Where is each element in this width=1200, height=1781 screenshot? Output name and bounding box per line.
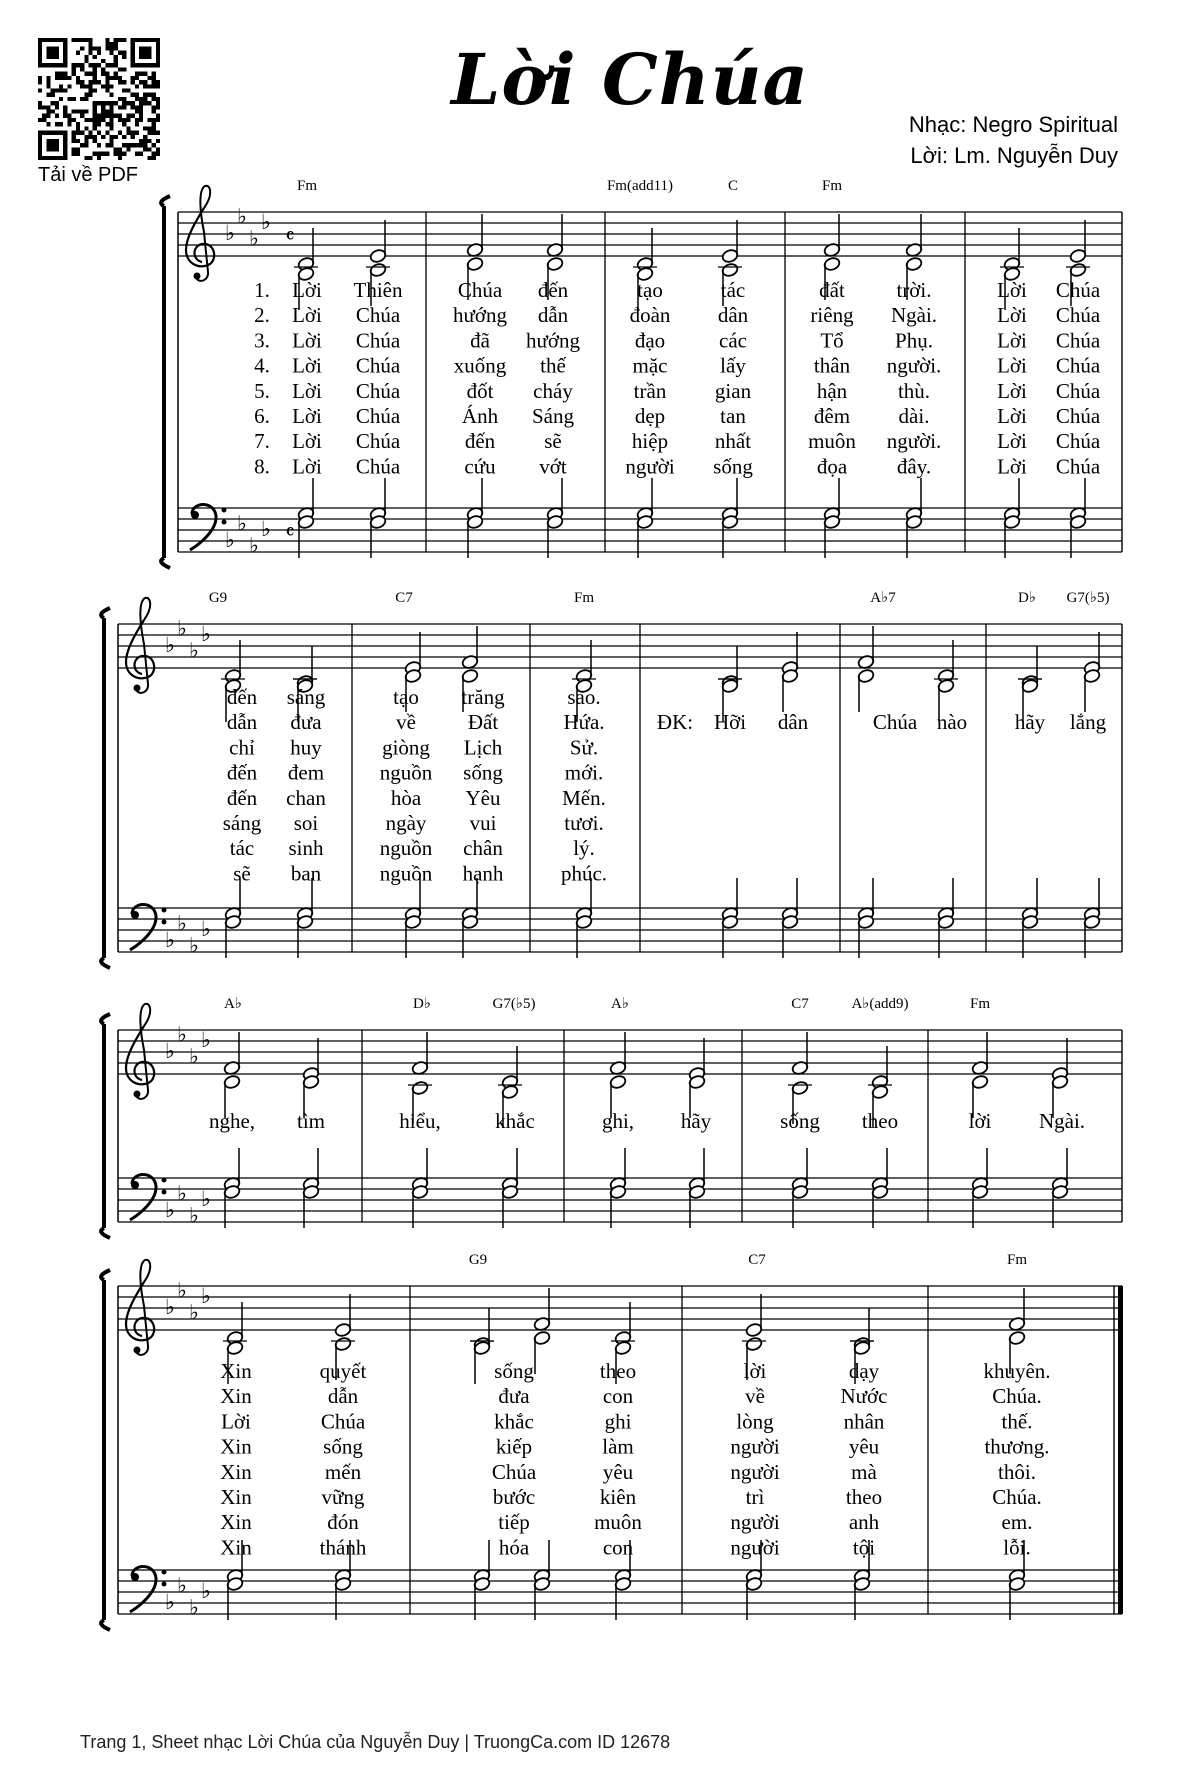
lyric-syllable: lời bbox=[743, 1359, 767, 1383]
lyric-syllable: Lời bbox=[997, 328, 1027, 353]
lyric-syllable: kiên bbox=[599, 1485, 637, 1509]
lyric-syllable: Chúa bbox=[355, 454, 401, 479]
lyric-syllable: đọa bbox=[816, 454, 848, 479]
flat-sign: ♭ bbox=[165, 1590, 175, 1614]
chord-symbol: C7 bbox=[791, 996, 809, 1012]
system-4 bbox=[101, 1252, 1123, 1630]
lyric-syllable: Lời bbox=[997, 454, 1027, 479]
lyric-syllable: Lời bbox=[292, 353, 322, 378]
lyric-syllable: chan bbox=[286, 785, 326, 810]
lyric-syllable: Lời bbox=[292, 378, 322, 403]
chord-symbol: Fm bbox=[821, 178, 843, 194]
lyric-syllable: theo bbox=[845, 1485, 883, 1509]
lyric-syllable: hận bbox=[816, 378, 848, 403]
lyric-syllable: đón bbox=[327, 1510, 359, 1535]
lyric-syllable: hãy bbox=[680, 1109, 712, 1133]
lyric-syllable: làm bbox=[602, 1434, 634, 1459]
lyric-syllable: sống bbox=[780, 1109, 820, 1133]
lyric-syllable: dạy bbox=[848, 1359, 880, 1383]
lyric-syllable: Ánh bbox=[461, 404, 499, 428]
lyric-syllable: Xin bbox=[220, 1384, 252, 1409]
lyric-syllable: đốt bbox=[466, 378, 494, 403]
flat-sign: ♭ bbox=[189, 933, 199, 958]
chord-symbol: Fm bbox=[1006, 1252, 1028, 1268]
lyric-syllable: Lời bbox=[997, 378, 1027, 403]
lyric-syllable: chân bbox=[463, 836, 503, 861]
lyric-syllable: chỉ bbox=[229, 735, 255, 760]
lyric-syllable: trì bbox=[745, 1485, 765, 1509]
lyric-syllable: Chúa bbox=[355, 429, 401, 454]
lyric-syllable: 7. bbox=[254, 429, 270, 454]
chord-symbol: G7(♭5) bbox=[492, 996, 536, 1012]
song-title: Lời Chúa bbox=[451, 38, 809, 121]
treble-staff bbox=[118, 624, 1122, 668]
lyric-syllable: trời. bbox=[896, 278, 932, 302]
lyric-syllable: đạo bbox=[634, 328, 666, 353]
lyric-syllable: lấy bbox=[720, 353, 746, 378]
chord-symbol: Fm bbox=[969, 996, 991, 1012]
bass-clef bbox=[130, 1175, 167, 1221]
lyric-syllable: 1. bbox=[254, 278, 270, 302]
lyric-syllable: hòa bbox=[390, 785, 422, 810]
lyric-syllable: theo bbox=[599, 1359, 637, 1383]
lyric-syllable: Xin bbox=[220, 1485, 252, 1509]
lyric-syllable: giòng bbox=[382, 735, 430, 760]
lyric-syllable: Thiên bbox=[353, 278, 403, 302]
flat-sign: ♭ bbox=[177, 1278, 187, 1303]
flat-sign: ♭ bbox=[201, 1579, 211, 1603]
flat-sign: ♭ bbox=[237, 511, 247, 536]
flat-sign: ♭ bbox=[165, 1295, 175, 1319]
treble-clef bbox=[126, 1260, 154, 1355]
system-bracket bbox=[101, 1014, 110, 1238]
lyric-syllable: vớt bbox=[539, 454, 567, 479]
lyric-syllable: Lời bbox=[997, 303, 1027, 328]
chord-symbol: G9 bbox=[468, 1252, 488, 1268]
lyric-syllable: Chúa bbox=[1055, 353, 1101, 378]
chord-symbol: A♭ bbox=[611, 996, 629, 1012]
lyric-syllable: tan bbox=[720, 404, 746, 428]
page-footer: Trang 1, Sheet nhạc Lời Chúa của Nguyễn Duy | TruongCa.com ID 12678 bbox=[80, 1732, 671, 1752]
lyric-syllable: mới. bbox=[564, 760, 604, 785]
lyric-syllable: đưa bbox=[290, 710, 322, 735]
lyric-syllable: Lời bbox=[997, 429, 1027, 454]
lyric-syllable: lý. bbox=[573, 836, 595, 861]
flat-sign: ♭ bbox=[225, 528, 235, 552]
lyric-syllable: vững bbox=[321, 1485, 365, 1509]
flat-sign: ♭ bbox=[201, 917, 211, 941]
lyric-syllable: các bbox=[719, 328, 747, 353]
treble-clef bbox=[126, 598, 154, 693]
lyric-syllable: Nước bbox=[840, 1384, 888, 1409]
lyric-syllable: Chúa bbox=[1055, 303, 1101, 328]
treble-clef bbox=[186, 186, 214, 281]
lyric-syllable: hướng bbox=[526, 328, 580, 353]
lyric-syllable: vui bbox=[469, 811, 497, 835]
lyric-syllable: tác bbox=[229, 836, 255, 861]
chord-symbol: C7 bbox=[395, 590, 413, 606]
lyric-syllable: thánh bbox=[319, 1535, 367, 1560]
lyric-syllable: soi bbox=[293, 811, 319, 835]
lyric-syllable: người bbox=[625, 454, 675, 479]
lyric-syllable: ghi bbox=[604, 1409, 632, 1434]
lyric-credit: Lời: Lm. Nguyễn Duy bbox=[910, 143, 1118, 168]
flat-sign: ♭ bbox=[165, 1039, 175, 1063]
lyric-syllable: thương. bbox=[984, 1434, 1050, 1459]
flat-sign: ♭ bbox=[165, 633, 175, 657]
lyric-syllable: 6. bbox=[254, 404, 270, 428]
lyric-syllable: Lời bbox=[292, 404, 322, 428]
lyric-syllable: Xin bbox=[220, 1510, 252, 1535]
chord-symbol: C bbox=[727, 178, 739, 194]
lyric-syllable: thù. bbox=[897, 378, 931, 403]
lyric-syllable: người bbox=[730, 1459, 780, 1484]
flat-sign: ♭ bbox=[261, 517, 271, 541]
lyric-syllable: người bbox=[730, 1434, 780, 1459]
lyric-syllable: Chúa bbox=[320, 1409, 366, 1434]
flat-sign: ♭ bbox=[225, 221, 235, 245]
lyric-syllable: ban bbox=[290, 861, 322, 886]
lyric-syllable: dân bbox=[717, 303, 749, 328]
lyric-syllable: Mến. bbox=[562, 785, 606, 810]
lyric-syllable: Tổ bbox=[820, 328, 844, 353]
refrain-lyric: dân bbox=[777, 710, 809, 735]
lyric-syllable: Lời bbox=[997, 353, 1027, 378]
flat-sign: ♭ bbox=[201, 622, 211, 646]
lyric-syllable: cứu bbox=[464, 454, 496, 479]
chord-symbol: G9 bbox=[208, 590, 228, 606]
lyric-syllable: về bbox=[396, 710, 416, 735]
treble-staff bbox=[118, 1286, 1122, 1330]
flat-sign: ♭ bbox=[201, 1028, 211, 1052]
flat-sign: ♭ bbox=[177, 616, 187, 641]
lyric-syllable: người bbox=[730, 1535, 780, 1560]
lyric-syllable: Chúa bbox=[457, 278, 503, 302]
lyric-syllable: em. bbox=[1001, 1510, 1033, 1535]
lyric-syllable: Xin bbox=[220, 1535, 252, 1560]
lyric-syllable: về bbox=[745, 1384, 765, 1409]
lyric-syllable: kiếp bbox=[495, 1434, 533, 1459]
lyric-syllable: Chúa bbox=[1055, 278, 1101, 302]
lyric-syllable: đến bbox=[226, 760, 258, 785]
treble-staff bbox=[178, 212, 1122, 256]
lyric-syllable: Chúa. bbox=[992, 1485, 1042, 1509]
lyric-syllable: bước bbox=[492, 1485, 536, 1509]
lyric-syllable: Chúa bbox=[491, 1459, 537, 1484]
lyric-syllable: Hứa. bbox=[563, 710, 605, 735]
flat-sign: ♭ bbox=[177, 1181, 187, 1206]
lyric-syllable: Đất bbox=[467, 710, 499, 735]
lyric-syllable: Xin bbox=[220, 1359, 252, 1383]
lyric-syllable: Lời bbox=[292, 303, 322, 328]
lyric-syllable: khắc bbox=[495, 1109, 535, 1133]
lyric-syllable: Chúa bbox=[1055, 378, 1101, 403]
lyric-syllable: đất bbox=[819, 278, 845, 302]
lyric-syllable: sống bbox=[494, 1359, 534, 1383]
chord-symbol: Fm(add11) bbox=[606, 178, 674, 194]
lyric-syllable: đến bbox=[464, 429, 496, 454]
flat-sign: ♭ bbox=[249, 226, 259, 251]
lyric-syllable: sáng bbox=[286, 685, 326, 709]
system-bracket bbox=[101, 1270, 110, 1630]
lyric-syllable: Sử. bbox=[569, 735, 599, 760]
lyric-syllable: thân bbox=[813, 353, 851, 378]
lyric-syllable: Lời bbox=[292, 278, 322, 302]
lyric-syllable: Sáng bbox=[532, 404, 574, 428]
lyric-syllable: Chúa bbox=[1055, 404, 1101, 428]
flat-sign: ♭ bbox=[189, 1203, 199, 1228]
flat-sign: ♭ bbox=[201, 1284, 211, 1308]
lyric-syllable: Chúa bbox=[355, 328, 401, 353]
lyric-syllable: sinh bbox=[288, 836, 324, 861]
lyric-syllable: 4. bbox=[254, 353, 270, 378]
chord-symbol: A♭(add9) bbox=[851, 996, 909, 1012]
lyric-syllable: Ngài. bbox=[890, 303, 938, 328]
lyric-syllable: đêm bbox=[813, 404, 851, 428]
lyric-syllable: Chúa. bbox=[992, 1384, 1042, 1409]
lyric-syllable: sẽ bbox=[233, 861, 251, 886]
lyric-syllable: sẽ bbox=[544, 429, 562, 454]
lyric-syllable: khuyên. bbox=[983, 1359, 1051, 1383]
refrain-lyric: Hỡi bbox=[713, 710, 747, 735]
lyric-syllable: lỗi. bbox=[1003, 1535, 1031, 1560]
lyric-syllable: muôn bbox=[808, 429, 856, 454]
lyric-syllable: 5. bbox=[254, 378, 270, 403]
flat-sign: ♭ bbox=[177, 1022, 187, 1047]
lyric-syllable: Lịch bbox=[463, 735, 503, 760]
download-pdf-label[interactable]: Tải về PDF bbox=[38, 164, 139, 186]
lyric-syllable: nhất bbox=[714, 429, 752, 454]
lyric-syllable: dài. bbox=[898, 404, 930, 428]
lyric-syllable: lời bbox=[968, 1109, 992, 1133]
system-2 bbox=[101, 590, 1122, 968]
lyric-syllable: mến bbox=[324, 1459, 362, 1484]
flat-sign: ♭ bbox=[177, 911, 187, 936]
bass-clef bbox=[130, 1567, 167, 1613]
treble-clef bbox=[126, 1004, 154, 1099]
common-time: 𝄴 bbox=[285, 224, 295, 248]
flat-sign: ♭ bbox=[165, 928, 175, 952]
chord-symbol: D♭ bbox=[1018, 590, 1036, 606]
lyric-syllable: nguồn bbox=[379, 760, 433, 785]
lyric-syllable: tạo bbox=[393, 685, 419, 709]
lyric-syllable: theo bbox=[861, 1109, 899, 1133]
refrain-lyric: lắng bbox=[1069, 710, 1107, 735]
lyric-syllable: xuống bbox=[453, 353, 507, 378]
lyric-syllable: dẹp bbox=[634, 404, 666, 428]
chord-symbol: A♭7 bbox=[870, 590, 896, 606]
flat-sign: ♭ bbox=[189, 1595, 199, 1620]
lyric-syllable: người. bbox=[886, 353, 942, 378]
lyric-syllable: Chúa bbox=[355, 378, 401, 403]
flat-sign: ♭ bbox=[201, 1187, 211, 1211]
refrain-lyric: Chúa bbox=[872, 710, 918, 735]
lyric-syllable: hạnh bbox=[462, 861, 504, 886]
lyric-syllable: tác bbox=[720, 278, 746, 302]
chord-symbol: Fm bbox=[573, 590, 595, 606]
lyric-syllable: nguồn bbox=[379, 836, 433, 861]
lyric-syllable: Chúa bbox=[1055, 328, 1101, 353]
lyric-syllable: 3. bbox=[254, 328, 270, 353]
lyric-syllable: yêu bbox=[602, 1459, 634, 1484]
lyric-syllable: Chúa bbox=[355, 404, 401, 428]
refrain-lyric: nào bbox=[936, 710, 968, 735]
lyric-syllable: người. bbox=[886, 429, 942, 454]
flat-sign: ♭ bbox=[261, 210, 271, 234]
chord-symbol: C7 bbox=[748, 1252, 766, 1268]
music-credit: Nhạc: Negro Spiritual bbox=[908, 112, 1118, 137]
lyric-syllable: sao. bbox=[567, 685, 601, 709]
lyric-syllable: tiếp bbox=[498, 1510, 530, 1535]
flat-sign: ♭ bbox=[165, 1198, 175, 1222]
lyric-syllable: Lời bbox=[997, 404, 1027, 428]
flat-sign: ♭ bbox=[177, 1573, 187, 1598]
lyric-syllable: Lời bbox=[292, 454, 322, 479]
lyric-syllable: cháy bbox=[533, 378, 573, 403]
lyric-syllable: hiệp bbox=[631, 429, 669, 454]
lyric-syllable: thế bbox=[540, 353, 566, 378]
lyric-syllable: riêng bbox=[810, 303, 854, 328]
lyric-syllable: yêu bbox=[848, 1434, 880, 1459]
lyric-syllable: con bbox=[602, 1535, 634, 1560]
chord-symbol: G7(♭5) bbox=[1066, 590, 1110, 606]
lyric-syllable: nguồn bbox=[379, 861, 433, 886]
lyric-syllable: hiểu, bbox=[399, 1109, 441, 1133]
lyric-syllable: Phụ. bbox=[895, 328, 933, 353]
lyric-syllable: mặc bbox=[632, 353, 668, 378]
refrain-lyric: hãy bbox=[1014, 710, 1046, 735]
chord-symbol: Fm bbox=[296, 178, 318, 194]
lyric-syllable: Yêu bbox=[465, 785, 501, 810]
flat-sign: ♭ bbox=[249, 533, 259, 558]
lyric-syllable: lòng bbox=[736, 1409, 774, 1434]
bass-staff bbox=[118, 908, 1122, 952]
lyric-syllable: muôn bbox=[594, 1510, 642, 1535]
lyric-syllable: thôi. bbox=[998, 1459, 1036, 1484]
lyric-syllable: con bbox=[602, 1384, 634, 1409]
lyric-syllable: dẫn bbox=[537, 303, 569, 328]
lyric-syllable: khắc bbox=[494, 1409, 534, 1434]
lyric-syllable: huy bbox=[290, 735, 322, 760]
lyric-syllable: nhân bbox=[843, 1409, 885, 1434]
chord-symbol: D♭ bbox=[413, 996, 431, 1012]
lyric-syllable: trần bbox=[633, 378, 667, 403]
lyric-syllable: tìm bbox=[296, 1109, 326, 1133]
lyric-syllable: 8. bbox=[254, 454, 270, 479]
lyric-syllable: Lời bbox=[997, 278, 1027, 302]
lyric-syllable: Chúa bbox=[1055, 454, 1101, 479]
lyric-syllable: người bbox=[730, 1510, 780, 1535]
common-time: 𝄴 bbox=[285, 520, 295, 544]
lyric-syllable: ghi, bbox=[601, 1109, 635, 1133]
lyric-syllable: Lời bbox=[221, 1409, 251, 1434]
lyric-syllable: sống bbox=[323, 1434, 363, 1459]
lyric-syllable: đoàn bbox=[629, 303, 671, 328]
lyric-syllable: Xin bbox=[220, 1434, 252, 1459]
lyric-syllable: đã bbox=[470, 328, 490, 353]
lyric-syllable: sống bbox=[463, 760, 503, 785]
flat-sign: ♭ bbox=[189, 1300, 199, 1325]
lyric-syllable: sáng bbox=[222, 811, 262, 835]
lyric-syllable: hóa bbox=[498, 1535, 530, 1560]
lyric-syllable: thế. bbox=[1001, 1409, 1033, 1434]
lyric-syllable: đến bbox=[226, 685, 258, 709]
lyric-syllable: 2. bbox=[254, 303, 270, 328]
lyric-syllable: trăng bbox=[461, 685, 505, 709]
lyric-syllable: hướng bbox=[453, 303, 507, 328]
lyric-syllable: Lời bbox=[292, 429, 322, 454]
lyric-syllable: đem bbox=[287, 760, 325, 785]
lyric-syllable: tội bbox=[852, 1535, 876, 1560]
system-bracket bbox=[101, 608, 110, 968]
lyric-syllable: Chúa bbox=[355, 353, 401, 378]
lyric-syllable: gian bbox=[714, 378, 752, 403]
lyric-syllable: dẫn bbox=[327, 1384, 359, 1409]
lyric-syllable: đến bbox=[537, 278, 569, 302]
system-3 bbox=[101, 996, 1122, 1238]
lyric-syllable: đến bbox=[226, 785, 258, 810]
lyric-syllable: Xin bbox=[220, 1459, 252, 1484]
lyric-syllable: Ngài. bbox=[1038, 1109, 1086, 1133]
lyric-syllable: mà bbox=[851, 1459, 877, 1484]
lyric-syllable: tươi. bbox=[564, 811, 604, 835]
refrain-lyric: ĐK: bbox=[656, 710, 694, 735]
lyric-syllable: sống bbox=[713, 454, 753, 479]
system-bracket bbox=[161, 196, 170, 568]
system-1 bbox=[161, 178, 1122, 568]
lyric-syllable: dẫn bbox=[226, 710, 258, 735]
lyric-syllable: nghe, bbox=[208, 1109, 256, 1133]
lyric-syllable: ngày bbox=[385, 811, 427, 835]
lyric-syllable: phúc. bbox=[560, 861, 608, 886]
lyric-syllable: anh bbox=[848, 1510, 880, 1535]
lyric-syllable: đây. bbox=[896, 454, 932, 479]
flat-sign: ♭ bbox=[189, 1044, 199, 1069]
chord-symbol: A♭ bbox=[224, 996, 242, 1012]
lyric-syllable: tạo bbox=[637, 278, 663, 302]
lyric-syllable: quyết bbox=[319, 1359, 367, 1383]
lyric-syllable: Chúa bbox=[1055, 429, 1101, 454]
lyric-syllable: đưa bbox=[498, 1384, 530, 1409]
flat-sign: ♭ bbox=[189, 638, 199, 663]
flat-sign: ♭ bbox=[237, 204, 247, 229]
lyric-syllable: Lời bbox=[292, 328, 322, 353]
bass-clef bbox=[130, 905, 167, 951]
lyric-syllable: Chúa bbox=[355, 303, 401, 328]
bass-clef bbox=[190, 505, 227, 551]
